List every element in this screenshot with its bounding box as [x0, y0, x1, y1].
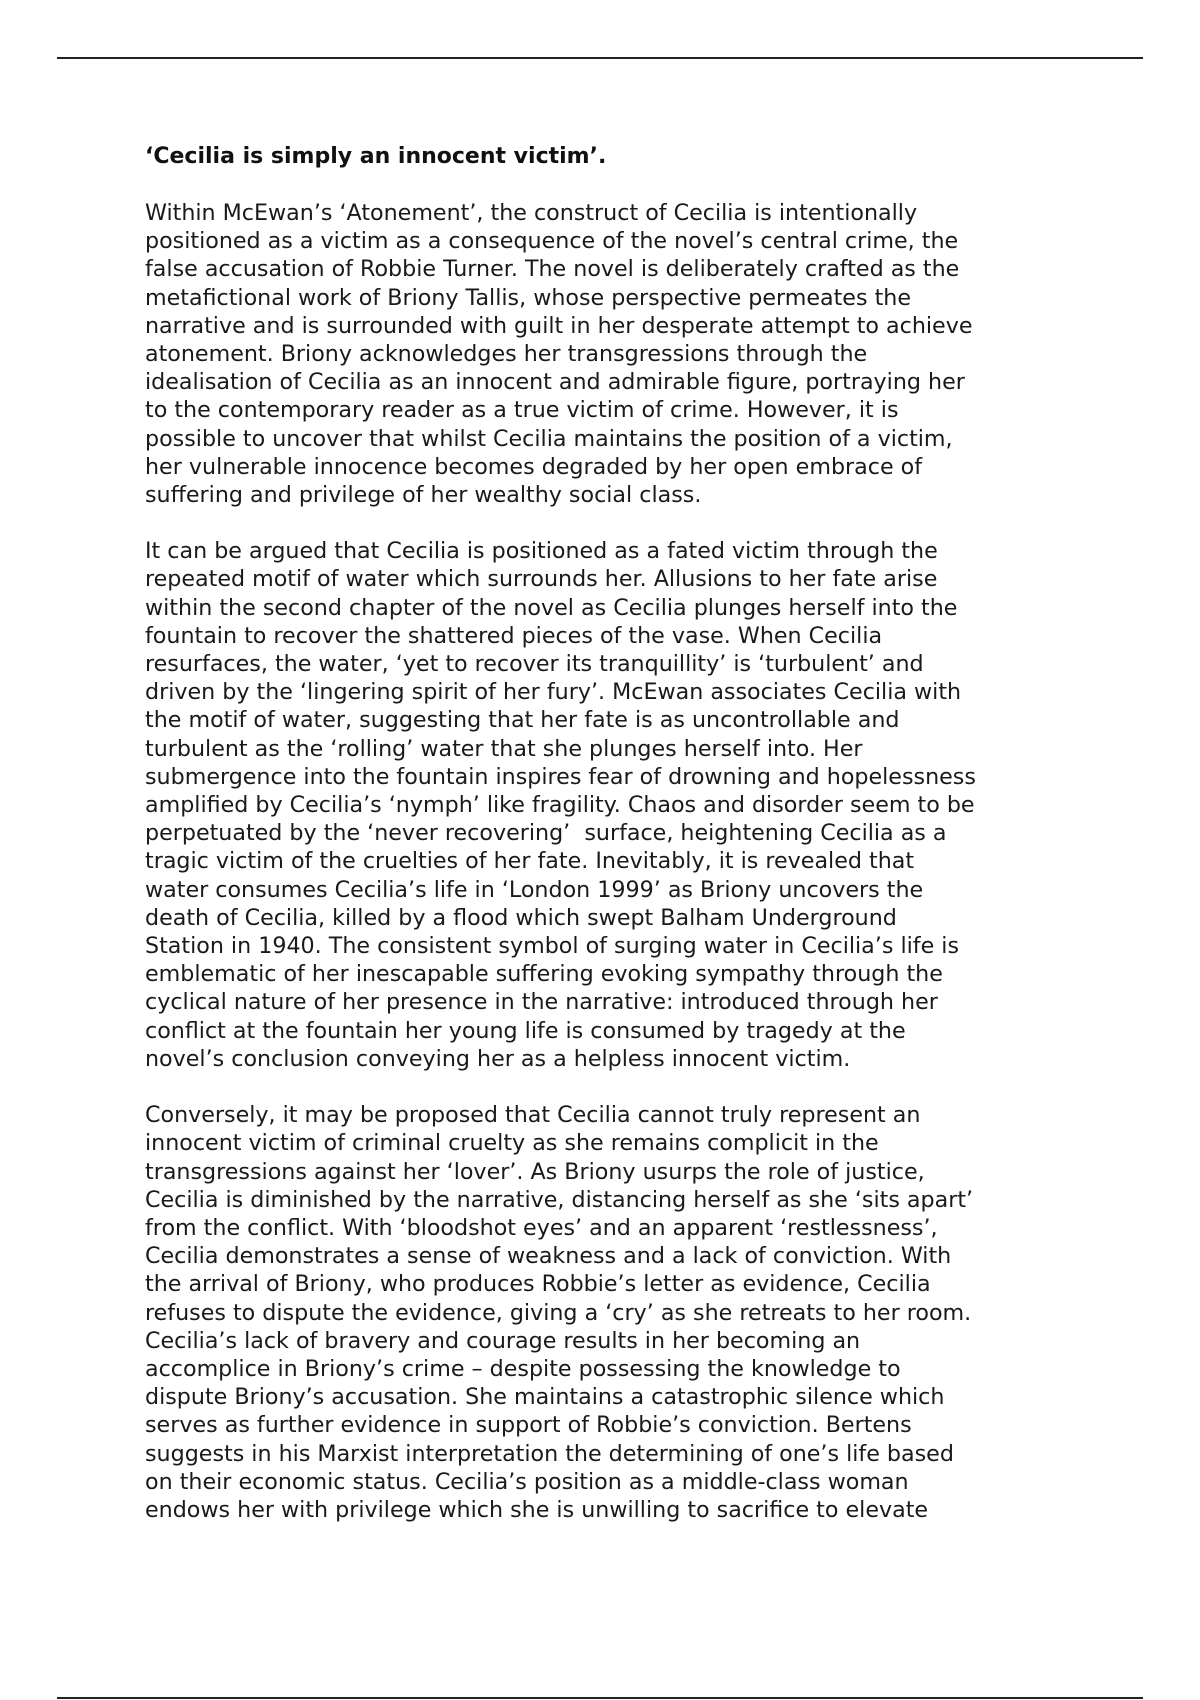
bottom-rule: [57, 1697, 1143, 1699]
paragraph-line: Conversely, it may be proposed that Cecilia cannot truly represent an: [145, 1102, 921, 1129]
paragraph-line: emblematic of her inescapable suffering evoking sympathy through the: [145, 961, 943, 988]
paragraph-line: Cecilia’s lack of bravery and courage results in her becoming an: [145, 1327, 861, 1354]
paragraph-line: to the contemporary reader as a true victim of crime. However, it is: [145, 397, 899, 424]
paragraph-line: from the conflict. With ‘bloodshot eyes’ and an apparent ‘restlessness’,: [145, 1214, 938, 1241]
paragraph-line: turbulent as the ‘rolling’ water that she plunges herself into. Her: [145, 735, 863, 762]
paragraph-line: positioned as a victim as a consequence of the novel’s central crime, the: [145, 228, 959, 255]
top-rule: [57, 57, 1143, 59]
paragraph-line: resurfaces, the water, ‘yet to recover its tranquillity’ is ‘turbulent’ and: [145, 651, 924, 678]
paragraph-line: conflict at the fountain her young life is consumed by tragedy at the: [145, 1017, 906, 1044]
paragraph-line: death of Cecilia, killed by a flood which swept Balham Underground: [145, 904, 897, 931]
paragraph-line: within the second chapter of the novel as Cecilia plunges herself into the: [145, 594, 958, 621]
paragraph-line: Cecilia is diminished by the narrative, distancing herself as she ‘sits apart’: [145, 1186, 974, 1213]
paragraph-line: Cecilia demonstrates a sense of weakness and a lack of conviction. With: [145, 1243, 952, 1270]
paragraph-line: metafictional work of Briony Tallis, whose perspective permeates the: [145, 284, 911, 311]
essay-paragraph: [145, 1101, 1065, 1524]
paragraph-line: accomplice in Briony’s crime – despite possessing the knowledge to: [145, 1355, 901, 1382]
paragraph-line: her vulnerable innocence becomes degraded by her open embrace of: [145, 453, 923, 480]
paragraph-line: the arrival of Briony, who produces Robbie’s letter as evidence, Cecilia: [145, 1271, 931, 1298]
paragraph-line: driven by the ‘lingering spirit of her fury’. McEwan associates Cecilia with: [145, 679, 962, 706]
paragraph-line: It can be argued that Cecilia is positioned as a fated victim through the: [145, 538, 938, 565]
paragraph-line: amplified by Cecilia’s ‘nymph’ like fragility. Chaos and disorder seem to be: [145, 792, 975, 819]
paragraph-line: innocent victim of criminal cruelty as she remains complicit in the: [145, 1130, 879, 1157]
paragraph-line: suggests in his Marxist interpretation the determining of one’s life based: [145, 1440, 954, 1467]
paragraph-line: tragic victim of the cruelties of her fate. Inevitably, it is revealed that: [145, 848, 915, 875]
essay-paragraph: [145, 537, 1065, 1073]
paragraph-line: on their economic status. Cecilia’s position as a middle-class woman: [145, 1468, 909, 1495]
paragraph-line: dispute Briony’s accusation. She maintains a catastrophic silence which: [145, 1384, 945, 1411]
paragraph-line: novel’s conclusion conveying her as a helpless innocent victim.: [145, 1045, 851, 1072]
paragraph-line: atonement. Briony acknowledges her transgressions through the: [145, 341, 868, 368]
paragraph-line: possible to uncover that whilst Cecilia maintains the position of a victim,: [145, 425, 953, 452]
paragraph-line: refuses to dispute the evidence, giving a ‘cry’ as she retreats to her room.: [145, 1299, 972, 1326]
paragraph-line: submergence into the fountain inspires fear of drowning and hopelessness: [145, 763, 976, 790]
document-body: [145, 143, 1065, 1552]
paragraph-line: serves as further evidence in support of Robbie’s conviction. Bertens: [145, 1412, 912, 1439]
paragraph-line: Within McEwan’s ‘Atonement’, the construct of Cecilia is intentionally: [145, 200, 918, 226]
paragraph-line: Station in 1940. The consistent symbol of surging water in Cecilia’s life is: [145, 933, 960, 960]
paragraph-line: perpetuated by the ‘never recovering’ surface, heightening Cecilia as a: [145, 820, 947, 847]
essay-title: ‘Cecilia is simply an innocent victim’.: [145, 144, 607, 169]
essay-paragraphs: [145, 199, 1065, 1524]
paragraph-line: fountain to recover the shattered pieces of the vase. When Cecilia: [145, 622, 883, 649]
paragraph-line: repeated motif of water which surrounds her. Allusions to her fate arise: [145, 566, 938, 593]
paragraph-line: the motif of water, suggesting that her fate is as uncontrollable and: [145, 707, 900, 734]
paragraph-line: idealisation of Cecilia as an innocent and admirable figure, portraying her: [145, 369, 965, 396]
paragraph-line: water consumes Cecilia’s life in ‘London 1999’ as Briony uncovers the: [145, 876, 924, 903]
paragraph-line: narrative and is surrounded with guilt in her desperate attempt to achieve: [145, 312, 973, 339]
paragraph-line: false accusation of Robbie Turner. The novel is deliberately crafted as the: [145, 256, 960, 283]
paragraph-line: suffering and privilege of her wealthy social class.: [145, 482, 702, 509]
paragraph-line: cyclical nature of her presence in the narrative: introduced through her: [145, 989, 938, 1016]
essay-paragraph: [145, 199, 1065, 509]
paragraph-line: transgressions against her ‘lover’. As Briony usurps the role of justice,: [145, 1158, 925, 1185]
paragraph-line: endows her with privilege which she is unwilling to sacrifice to elevate: [145, 1496, 929, 1523]
